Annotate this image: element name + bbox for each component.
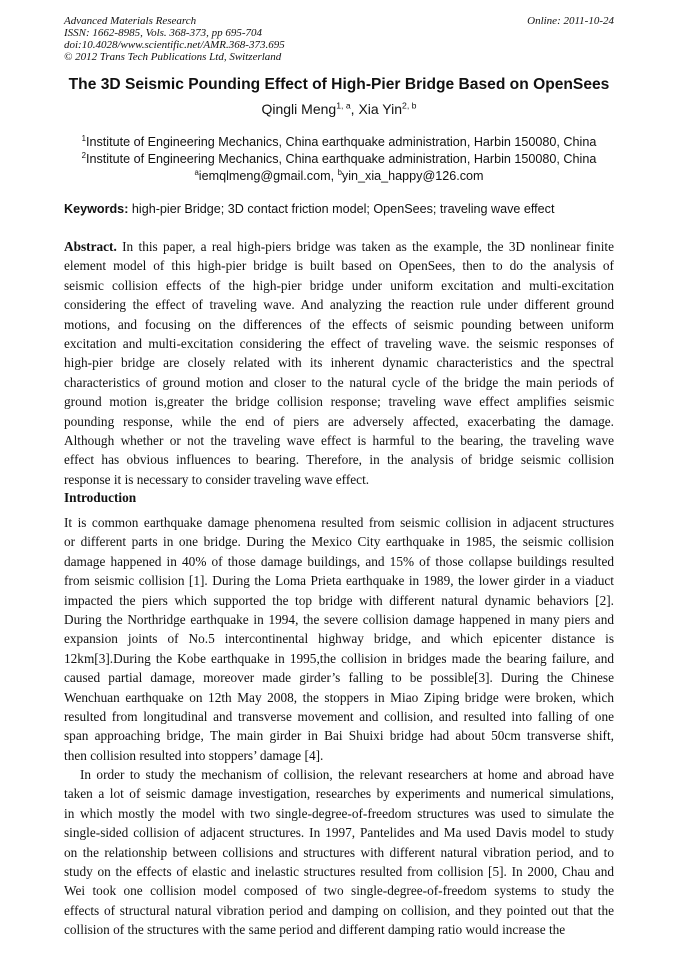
text-line [64, 920, 614, 939]
affiliation-sup: 1 [81, 133, 86, 143]
section-heading-introduction: Introduction [64, 490, 137, 505]
text-line [64, 843, 614, 862]
line-text: response it is necessary to consider traveling wave effect. [64, 471, 370, 487]
text-line [64, 532, 614, 551]
line-text: During the Northridge earthquake in 1994, the severe collision damage happened in many piers and [64, 611, 614, 627]
text-line [64, 823, 614, 842]
text-line [64, 256, 614, 275]
line-text: In this paper, a real high-piers bridge was taken as the example, the 3D nonlinear finite [122, 239, 614, 254]
keywords-text: high-pier Bridge; 3D contact friction model; OpenSees; traveling wave effect [131, 202, 555, 216]
line-text: 12km[3].During the Kobe earthquake in 1995,the collision in bridges made the bearing failure, and [64, 650, 614, 666]
text-line [64, 901, 614, 920]
abstract-label: Abstract. [64, 239, 117, 254]
line-text: on the relationship between collisions and structures with different natural vibration period, and to [64, 844, 614, 860]
line-text: collision of the structures with the same period and different damping ratio would increase the [64, 922, 566, 938]
line-text: considering the effect of traveling wave. And analyzing the reaction rule under different ground [64, 297, 614, 313]
text-line [64, 513, 614, 532]
line-text: span approaching bridge, The main girder in Bai Shuixi bridge had about 50cm transverse shift, [64, 728, 614, 744]
text-line [64, 862, 614, 881]
keywords [64, 202, 554, 216]
text-line [64, 784, 614, 803]
email-sup: a [194, 167, 199, 177]
email[interactable]: yin_xia_happy@126.com [341, 169, 484, 183]
line-text: excitation and multi-excitation considering the effect of traveling wave. the seismic responses of [64, 335, 614, 351]
text-line [64, 726, 614, 745]
affiliation-text: Institute of Engineering Mechanics, China earthquake administration, Harbin 150080, China [85, 135, 597, 149]
text-line [64, 431, 614, 450]
email-sup: b [337, 167, 342, 177]
text-line [64, 552, 614, 571]
emails [0, 168, 678, 185]
line-text: effect has obvious influences to bearing. Therefore, in the analysis of bridge seismic collision [64, 452, 614, 468]
line-text: seismic collision effects of the high-pier bridge under uniform excitation and multi-excitation [64, 277, 614, 293]
text-line [64, 610, 614, 629]
separator: , [330, 169, 338, 183]
introduction-body [64, 513, 614, 940]
text-line [64, 315, 614, 334]
line-text: It is common earthquake damage phenomena resulted from seismic collision in adjacent structures [64, 515, 614, 530]
text-line [64, 237, 614, 256]
paper-title: The 3D Seismic Pounding Effect of High-Pier Bridge Based on OpenSees [68, 76, 610, 93]
line-text: effects of structural natural vibration period and damping on collision, and they pointed out that the [64, 902, 614, 918]
text-line [64, 334, 614, 353]
text-line [64, 373, 614, 392]
line-text: caused partial damage, moreover made girder’s falling to be possible[3]. During the Chinese [64, 670, 614, 686]
affiliation-text: Institute of Engineering Mechanics, China earthquake administration, Harbin 150080, China [85, 152, 597, 166]
separator: , [350, 101, 359, 117]
author-name: Xia Yin [358, 101, 403, 117]
text-line [64, 392, 614, 411]
text-line [64, 629, 614, 648]
line-text: Wenchuan earthquake on 12th May 2008, the stoppers in Miao Ziping bridge were broken, which [64, 689, 614, 705]
journal-info [64, 15, 285, 63]
line-text: from seismic collision [1]. During the Loma Prieta earthquake in 1989, the lower girder in a viaduct [64, 573, 614, 589]
text-line [64, 295, 614, 314]
line-text: pounding response, while the end of piers are adversely affected, exacerbating the damage. [64, 413, 614, 429]
text-line [64, 707, 614, 726]
text-line [64, 591, 614, 610]
author-sup: 2, b [402, 100, 417, 111]
paragraph [64, 765, 614, 940]
affiliation [0, 134, 678, 151]
text-line [64, 470, 614, 489]
paragraph [64, 513, 614, 765]
text-line [64, 668, 614, 687]
issn: ISSN: 1662-8985, Vols. 368-373, pp 695-704 [64, 27, 262, 39]
line-text: expansion joints of No.5 intercontinental highway bridge, and which epicenter distance is [64, 631, 614, 647]
keywords-label: Keywords: [64, 202, 129, 216]
text-line [64, 881, 614, 900]
text-line [64, 804, 614, 823]
text-line [64, 688, 614, 707]
doi: doi:10.4028/www.scientific.net/AMR.368-373.695 [64, 39, 285, 51]
line-text: element model of this high-pier bridge is built based on OpenSees, then to do the analysis of [64, 258, 614, 274]
line-text: ground motion is,greater the bridge collision response; traveling wave effect amplifies seismic [64, 394, 614, 410]
copyright: © 2012 Trans Tech Publications Ltd, Switzerland [64, 51, 282, 63]
line-text: high-pier bridge are closely related with its inherent dynamic characteristics and the spectral [64, 355, 614, 371]
line-text: motions, and focusing on the differences of the effects of seismic pounding between uniform [64, 316, 614, 332]
email[interactable]: iemqlmeng@gmail.com [198, 169, 331, 183]
abstract [64, 237, 614, 489]
line-text: or different parts in one bridge. During the Mexico City earthquake in 1985, the seismic collision [64, 534, 614, 550]
affiliations [0, 134, 678, 185]
line-text: Although whether or not the traveling wave effect is harmful to the bearing, the traveling wave [64, 432, 614, 448]
line-text: characteristics of ground motion and closer to the natural cycle of the bridge the main periods of [64, 374, 614, 390]
text-line [64, 412, 614, 431]
line-text: then collision resulted into stoppers’ damage [4]. [64, 747, 324, 763]
text-line [64, 353, 614, 372]
authors [0, 101, 678, 117]
line-text: taken a lot of seismic damage investigation, researches by experiments and numerical simulations, [64, 786, 614, 802]
affiliation [0, 151, 678, 168]
line-text: single-sided collision of adjacent structures. In 1997, Pantelides and Ma used Davis model to study [64, 825, 614, 841]
text-line [64, 649, 614, 668]
line-text: Wei took one collision model composed of two single-degree-of-freedom systems to study the [64, 883, 614, 899]
online-date: Online: 2011-10-24 [527, 15, 614, 27]
author-name: Qingli Meng [261, 101, 337, 117]
line-text: impacted the piers which supported the top bridge with different natural dynamic behaviors [2]. [64, 592, 614, 608]
text-line [64, 571, 614, 590]
line-text: In order to study the mechanism of collision, the relevant researchers at home and abroad have [80, 767, 614, 783]
line-text: in which mostly the model with two single-degree-of-freedom structures was used to simulate the [64, 805, 614, 821]
line-text: resulted from longitudinal and transverse movement and collision, and resulted into falling of one [64, 708, 614, 724]
affiliation-sup: 2 [81, 150, 86, 160]
author-sup: 1, a [336, 100, 351, 111]
journal-name: Advanced Materials Research [64, 15, 197, 27]
text-line [64, 276, 614, 295]
line-text: study on the effects of elastic and inelastic structures resulted from collision [5]. In 2000, Chau and [64, 864, 614, 880]
text-line [64, 450, 614, 469]
text-line [64, 746, 614, 765]
text-line [64, 765, 614, 784]
line-text: damage happened in 40% of those damage buildings, and 15% of those collapse buildings resulted [64, 553, 614, 569]
